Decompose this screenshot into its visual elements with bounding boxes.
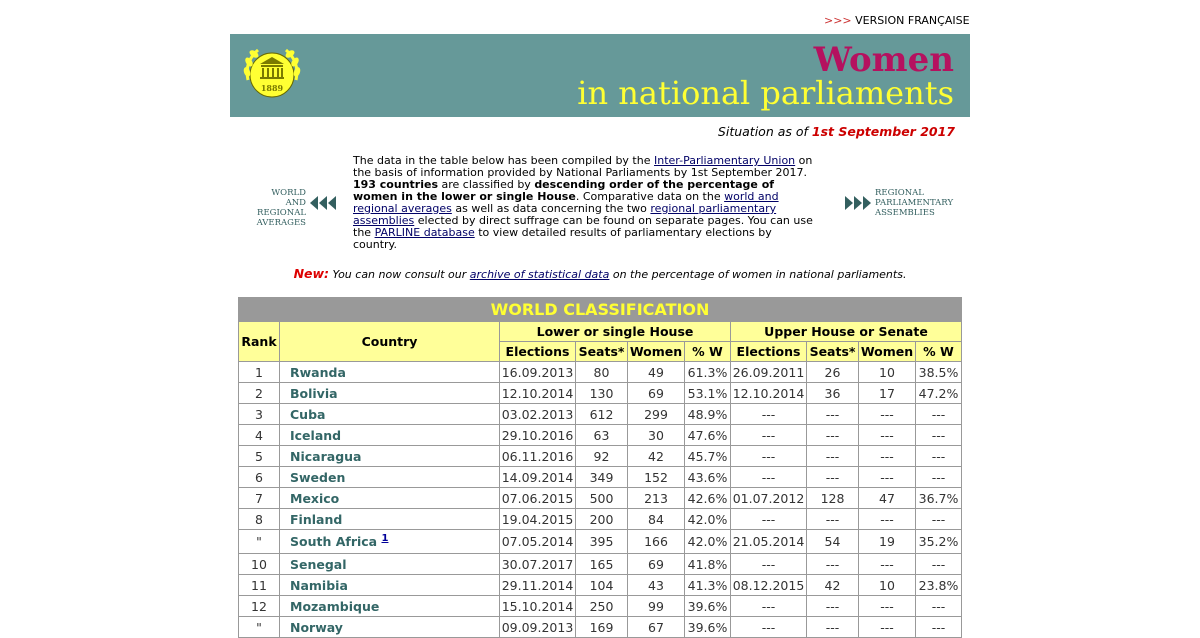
- cell-upper-women: ---: [859, 596, 916, 617]
- cell-lower-seats: 63: [576, 425, 628, 446]
- cell-upper-women: ---: [859, 554, 916, 575]
- cell-upper-women: ---: [859, 509, 916, 530]
- cell-upper-seats: 36: [807, 383, 859, 404]
- nav-left-line2: AND REGIONAL: [257, 198, 306, 218]
- cell-upper-seats: ---: [807, 596, 859, 617]
- seal-year: 1889: [260, 83, 284, 93]
- cell-lower-women: 299: [628, 404, 685, 425]
- cell-upper-elections: 21.05.2014: [731, 530, 807, 554]
- cell-lower-elections: 19.04.2015: [500, 509, 576, 530]
- cell-upper-women: ---: [859, 404, 916, 425]
- cell-upper-percent: 23.8%: [916, 575, 962, 596]
- intro-bold-2: descending order of the percentage of women in the lower or single House: [353, 178, 775, 203]
- cell-lower-seats: 92: [576, 446, 628, 467]
- cell-country[interactable]: [280, 617, 500, 638]
- cell-lower-women: 166: [628, 530, 685, 554]
- cell-country[interactable]: [280, 530, 500, 554]
- header-upper-house: Upper House or Senate: [731, 322, 962, 342]
- cell-lower-seats: 200: [576, 509, 628, 530]
- cell-lower-seats: 130: [576, 383, 628, 404]
- header-rank: Rank: [239, 322, 280, 362]
- cell-country[interactable]: [280, 596, 500, 617]
- cell-upper-women: ---: [859, 425, 916, 446]
- cell-upper-percent: ---: [916, 425, 962, 446]
- header-upper-seats: Seats*: [807, 342, 859, 362]
- cell-lower-percent: 43.6%: [685, 467, 731, 488]
- cell-upper-elections: 12.10.2014: [731, 383, 807, 404]
- cell-upper-seats: 128: [807, 488, 859, 509]
- nav-right-label: [875, 188, 955, 218]
- cell-lower-percent: 53.1%: [685, 383, 731, 404]
- cell-rank: ": [239, 617, 280, 638]
- new-archive-notice: [0, 266, 1200, 281]
- cell-lower-percent: 48.9%: [685, 404, 731, 425]
- cell-lower-seats: 395: [576, 530, 628, 554]
- situation-date-value: 1st September 2017: [811, 124, 955, 139]
- new-text-1: You can now consult our: [329, 268, 470, 281]
- table-row: [239, 488, 962, 509]
- cell-upper-elections: 26.09.2011: [731, 362, 807, 383]
- cell-rank: 8: [239, 509, 280, 530]
- cell-lower-seats: 612: [576, 404, 628, 425]
- triple-left-arrow-icon: [310, 196, 338, 210]
- cell-upper-women: 10: [859, 362, 916, 383]
- header-upper-women: Women: [859, 342, 916, 362]
- cell-country[interactable]: [280, 404, 500, 425]
- table-title: WORLD CLASSIFICATION: [239, 298, 962, 322]
- nav-right-line2: PARLIAMENTARY: [875, 198, 954, 208]
- cell-lower-women: 69: [628, 383, 685, 404]
- cell-lower-percent: 39.6%: [685, 617, 731, 638]
- nav-right-line3: ASSEMBLIES: [875, 208, 935, 218]
- cell-upper-elections: 08.12.2015: [731, 575, 807, 596]
- cell-upper-percent: ---: [916, 509, 962, 530]
- country-name[interactable]: Bolivia: [290, 385, 338, 401]
- intro-text-2: on the basis of information provided by National Parliaments by 1st September 2017.: [353, 154, 813, 179]
- cell-upper-women: 10: [859, 575, 916, 596]
- cell-lower-elections: 15.10.2014: [500, 596, 576, 617]
- new-label: New:: [293, 266, 330, 281]
- cell-upper-elections: ---: [731, 404, 807, 425]
- intro-text-4: . Comparative data on the: [575, 190, 725, 203]
- header-upper-percent: % W: [916, 342, 962, 362]
- page-title-subtitle: in national parliaments: [577, 74, 954, 112]
- cell-lower-seats: 250: [576, 596, 628, 617]
- situation-prefix: Situation as of: [717, 124, 812, 139]
- cell-upper-percent: ---: [916, 467, 962, 488]
- cell-lower-seats: 104: [576, 575, 628, 596]
- cell-rank: 10: [239, 554, 280, 575]
- cell-lower-women: 99: [628, 596, 685, 617]
- cell-rank: 6: [239, 467, 280, 488]
- cell-lower-elections: 30.07.2017: [500, 554, 576, 575]
- cell-upper-women: ---: [859, 446, 916, 467]
- cell-lower-percent: 61.3%: [685, 362, 731, 383]
- table-row: [239, 467, 962, 488]
- cell-lower-seats: 80: [576, 362, 628, 383]
- country-name[interactable]: Finland: [290, 511, 343, 527]
- cell-lower-women: 152: [628, 467, 685, 488]
- intro-paragraph: [353, 155, 818, 251]
- cell-country[interactable]: [280, 554, 500, 575]
- table-row: [239, 509, 962, 530]
- cell-lower-seats: 349: [576, 467, 628, 488]
- cell-upper-women: 19: [859, 530, 916, 554]
- cell-lower-percent: 41.3%: [685, 575, 731, 596]
- cell-lower-elections: 29.11.2014: [500, 575, 576, 596]
- cell-upper-seats: 26: [807, 362, 859, 383]
- cell-lower-elections: 06.11.2016: [500, 446, 576, 467]
- cell-country[interactable]: [280, 467, 500, 488]
- cell-rank: ": [239, 530, 280, 554]
- cell-upper-percent: 47.2%: [916, 383, 962, 404]
- cell-lower-women: 84: [628, 509, 685, 530]
- country-name[interactable]: Mozambique: [290, 598, 380, 614]
- new-text-2: on the percentage of women in national parliaments.: [609, 268, 907, 281]
- cell-lower-percent: 45.7%: [685, 446, 731, 467]
- cell-lower-elections: 16.09.2013: [500, 362, 576, 383]
- cell-upper-elections: ---: [731, 596, 807, 617]
- language-switch: [824, 14, 970, 27]
- table-row: [239, 575, 962, 596]
- cell-lower-elections: 07.05.2014: [500, 530, 576, 554]
- cell-upper-elections: ---: [731, 554, 807, 575]
- cell-country[interactable]: [280, 575, 500, 596]
- header-lower-women: Women: [628, 342, 685, 362]
- intro-text-3: are classified by: [438, 178, 535, 191]
- parline-database-link[interactable]: PARLINE database: [374, 226, 475, 239]
- intro-text-5: as well as data concerning the two: [451, 202, 651, 215]
- country-name[interactable]: Norway: [290, 619, 343, 635]
- header-lower-house: Lower or single House: [500, 322, 731, 342]
- world-regional-averages-inline-link[interactable]: world and regional averages: [353, 190, 779, 215]
- header-upper-elections: Elections: [731, 342, 807, 362]
- cell-rank: 5: [239, 446, 280, 467]
- nav-right-line1: REGIONAL: [875, 188, 924, 198]
- french-version-link[interactable]: VERSION FRANÇAISE: [855, 14, 970, 27]
- cell-rank: 2: [239, 383, 280, 404]
- intro-bold-1: 193 countries: [353, 178, 438, 191]
- header-banner: [230, 34, 970, 117]
- cell-upper-women: ---: [859, 617, 916, 638]
- cell-lower-women: 67: [628, 617, 685, 638]
- cell-lower-women: 43: [628, 575, 685, 596]
- intro-text-6: elected by direct suffrage can be found on separate pages. You can use the: [353, 214, 813, 239]
- country-name[interactable]: Senegal: [290, 556, 347, 572]
- world-regional-averages-link[interactable]: [238, 188, 338, 228]
- cell-upper-elections: ---: [731, 467, 807, 488]
- header-lower-percent: % W: [685, 342, 731, 362]
- country-name[interactable]: Mexico: [290, 490, 340, 506]
- table-row: [239, 425, 962, 446]
- cell-rank: 1: [239, 362, 280, 383]
- cell-upper-percent: 38.5%: [916, 362, 962, 383]
- cell-lower-elections: 07.06.2015: [500, 488, 576, 509]
- table-row: [239, 383, 962, 404]
- statistical-archive-link[interactable]: archive of statistical data: [469, 268, 610, 281]
- cell-lower-elections: 09.09.2013: [500, 617, 576, 638]
- cell-upper-women: 17: [859, 383, 916, 404]
- table-row: [239, 362, 962, 383]
- cell-upper-seats: 54: [807, 530, 859, 554]
- cell-upper-elections: 01.07.2012: [731, 488, 807, 509]
- header-lower-seats: Seats*: [576, 342, 628, 362]
- country-name[interactable]: Cuba: [290, 406, 326, 422]
- country-name[interactable]: Rwanda: [290, 364, 346, 380]
- cell-upper-women: 47: [859, 488, 916, 509]
- cell-lower-women: 213: [628, 488, 685, 509]
- cell-lower-women: 42: [628, 446, 685, 467]
- table-body: [239, 362, 962, 638]
- cell-upper-seats: ---: [807, 617, 859, 638]
- cell-upper-seats: 42: [807, 575, 859, 596]
- cell-lower-percent: 47.6%: [685, 425, 731, 446]
- table-row: [239, 596, 962, 617]
- table-row: [239, 404, 962, 425]
- table-row: [239, 530, 962, 554]
- header-country: Country: [280, 322, 500, 362]
- regional-parliamentary-assemblies-link[interactable]: [845, 188, 955, 220]
- situation-date: [718, 124, 955, 139]
- table-row: [239, 554, 962, 575]
- cell-lower-percent: 39.6%: [685, 596, 731, 617]
- cell-upper-seats: ---: [807, 554, 859, 575]
- cell-lower-seats: 169: [576, 617, 628, 638]
- cell-lower-women: 30: [628, 425, 685, 446]
- cell-lower-percent: 41.8%: [685, 554, 731, 575]
- cell-upper-percent: ---: [916, 554, 962, 575]
- footnote-link[interactable]: 1: [381, 533, 389, 545]
- country-name[interactable]: South Africa: [290, 534, 378, 550]
- cell-upper-elections: ---: [731, 425, 807, 446]
- cell-country[interactable]: [280, 362, 500, 383]
- cell-lower-seats: 165: [576, 554, 628, 575]
- cell-country[interactable]: [280, 446, 500, 467]
- cell-country[interactable]: [280, 488, 500, 509]
- cell-rank: 3: [239, 404, 280, 425]
- cell-upper-seats: ---: [807, 446, 859, 467]
- cell-lower-elections: 29.10.2016: [500, 425, 576, 446]
- cell-rank: 11: [239, 575, 280, 596]
- header-lower-elections: Elections: [500, 342, 576, 362]
- page-title-women: Women: [813, 40, 954, 80]
- cell-upper-elections: ---: [731, 509, 807, 530]
- intro-text-7: to view detailed results of parliamentary elections by country.: [353, 226, 772, 251]
- cell-lower-elections: 03.02.2013: [500, 404, 576, 425]
- cell-upper-seats: ---: [807, 467, 859, 488]
- cell-upper-elections: ---: [731, 446, 807, 467]
- cell-upper-percent: ---: [916, 596, 962, 617]
- cell-upper-percent: ---: [916, 617, 962, 638]
- cell-upper-women: ---: [859, 467, 916, 488]
- cell-country[interactable]: [280, 509, 500, 530]
- nav-left-line1: WORLD: [271, 188, 306, 198]
- cell-rank: 12: [239, 596, 280, 617]
- cell-upper-percent: ---: [916, 404, 962, 425]
- cell-lower-elections: 14.09.2014: [500, 467, 576, 488]
- country-name[interactable]: Iceland: [290, 427, 342, 443]
- nav-left-label: [238, 188, 306, 228]
- cell-lower-percent: 42.0%: [685, 509, 731, 530]
- nav-left-line3: AVERAGES: [256, 218, 306, 228]
- cell-lower-women: 69: [628, 554, 685, 575]
- cell-upper-seats: ---: [807, 425, 859, 446]
- world-classification-table: [238, 297, 962, 638]
- cell-upper-seats: ---: [807, 404, 859, 425]
- cell-lower-percent: 42.0%: [685, 530, 731, 554]
- cell-lower-elections: 12.10.2014: [500, 383, 576, 404]
- cell-upper-percent: 35.2%: [916, 530, 962, 554]
- cell-lower-percent: 42.6%: [685, 488, 731, 509]
- triple-right-arrow-icon: [845, 196, 873, 210]
- cell-country[interactable]: [280, 383, 500, 404]
- cell-upper-seats: ---: [807, 509, 859, 530]
- country-name[interactable]: Nicaragua: [290, 448, 362, 464]
- country-name[interactable]: Sweden: [290, 469, 346, 485]
- cell-lower-seats: 500: [576, 488, 628, 509]
- regional-assemblies-inline-link[interactable]: regional parliamentary assemblies: [353, 202, 777, 227]
- ipu-seal-logo[interactable]: [238, 42, 306, 108]
- cell-rank: 7: [239, 488, 280, 509]
- language-arrows: >>>: [824, 14, 852, 27]
- table-row: [239, 617, 962, 638]
- cell-lower-women: 49: [628, 362, 685, 383]
- cell-upper-elections: ---: [731, 617, 807, 638]
- ipu-link[interactable]: Inter-Parliamentary Union: [654, 154, 796, 167]
- cell-rank: 4: [239, 425, 280, 446]
- cell-upper-percent: ---: [916, 446, 962, 467]
- country-name[interactable]: Namibia: [290, 577, 348, 593]
- intro-text-1: The data in the table below has been compiled by the: [353, 154, 654, 167]
- cell-country[interactable]: [280, 425, 500, 446]
- table-row: [239, 446, 962, 467]
- cell-upper-percent: 36.7%: [916, 488, 962, 509]
